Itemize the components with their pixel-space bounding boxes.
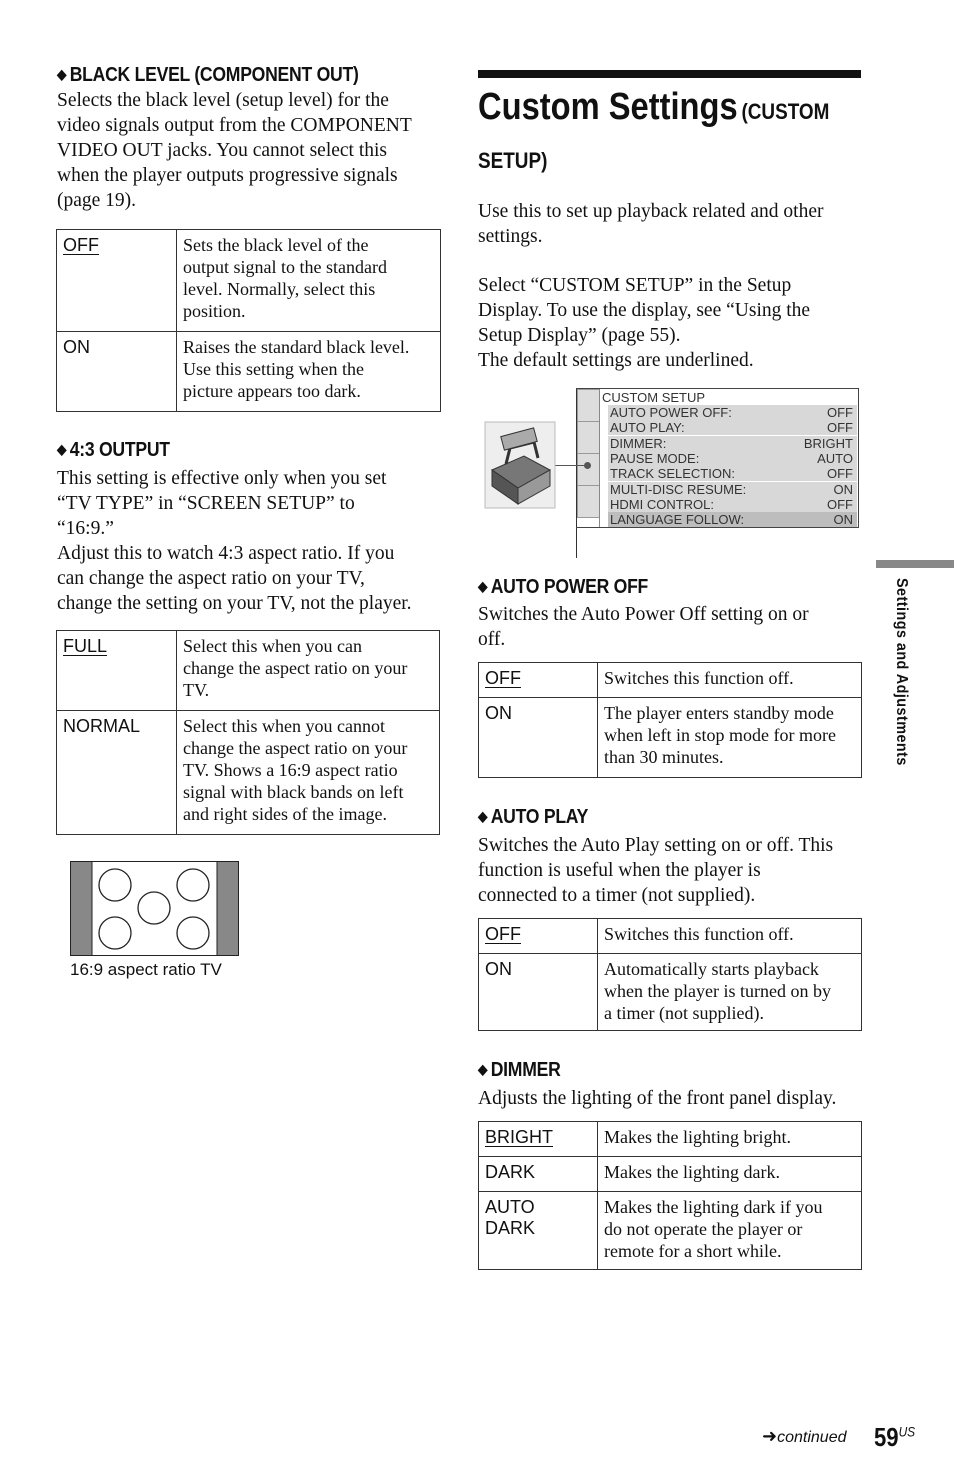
side-tab-label: Settings and Adjustments — [893, 578, 910, 766]
dimmer-description: Adjusts the lighting of the front panel display. — [478, 1088, 837, 1109]
option-description: The player enters standby mode when left in stop mode for more than 30 minutes. — [598, 698, 862, 778]
osd-pointer-dot — [584, 462, 591, 469]
option-description: Makes the lighting dark. — [598, 1157, 862, 1192]
output-43-table — [56, 630, 440, 835]
auto-power-off-description: Switches the Auto Power Off setting on or off. — [478, 604, 809, 650]
toolbox-icon — [484, 418, 556, 510]
option-description: Sets the black level of the output signal to the standard level. Normally, select this position. — [177, 230, 441, 332]
option-key: ON — [479, 954, 598, 1031]
osd-item-selected[interactable]: LANGUAGE FOLLOW: ON — [608, 512, 857, 527]
page-number: $59^{US}$ — [874, 1422, 916, 1452]
option-key: OFF — [479, 663, 598, 698]
diamond-bullet-icon: ◆ — [478, 578, 488, 594]
option-description: Switches this function off. — [598, 663, 862, 698]
dimmer-table — [478, 1121, 862, 1270]
side-tab-bar — [876, 560, 954, 568]
aspect-ratio-tv-illustration — [70, 861, 240, 957]
osd-item[interactable]: HDMI CONTROL: OFF — [608, 497, 857, 512]
option-key: ON — [57, 332, 177, 412]
osd-item[interactable]: MULTI-DISC RESUME: ON — [608, 482, 857, 497]
option-description: Makes the lighting bright. — [598, 1122, 862, 1157]
osd-sidebar — [577, 389, 599, 527]
black-level-description: Selects the black level (setup level) for the video signals output from the COMPONENT VIDEO OUT jacks. You cannot select this when the player outputs progressive signals (page 19). — [57, 90, 412, 211]
auto-power-off-table — [478, 662, 862, 778]
option-key: NORMAL — [57, 711, 177, 835]
black-level-heading: ◆ BLACK LEVEL (COMPONENT OUT) — [57, 64, 359, 86]
auto-play-heading: ◆ AUTO PLAY — [478, 806, 589, 828]
auto-power-off-heading: ◆ AUTO POWER OFF — [478, 576, 649, 598]
page-title: Custom Settings (CUSTOM SETUP) — [478, 86, 830, 173]
intro-text: Use this to set up playback related and other settings. — [478, 201, 824, 247]
continued-note: ➜continued — [762, 1426, 847, 1446]
title-rule — [478, 70, 861, 78]
osd-item[interactable]: TRACK SELECTION: OFF — [608, 466, 857, 481]
option-description: Select this when you can change the aspect ratio on your TV. — [177, 631, 440, 711]
auto-play-table — [478, 918, 862, 1031]
dimmer-heading: ◆ DIMMER — [478, 1059, 561, 1081]
option-key: OFF — [57, 230, 177, 332]
osd-item[interactable]: PAUSE MODE: AUTO — [608, 451, 857, 466]
intro-text-2: Select “CUSTOM SETUP” in the Setup Display. To use the display, see “Using the Setup Display” (page 55). The default settings are underlined. — [478, 275, 811, 371]
option-key: ON — [479, 698, 598, 778]
option-description: Select this when you cannot change the aspect ratio on your TV. Shows a 16:9 aspect ratio signal with black bands on left and right sides of the image. — [177, 711, 440, 835]
output-43-description: This setting is effective only when you set “TV TYPE” in “SCREEN SETUP” to “16:9.” Adjust this to watch 4:3 aspect ratio. If you can change the aspect ratio on your TV, change the setting on your TV, not the player. — [57, 468, 412, 614]
arrow-right-icon: ➜ — [762, 1426, 778, 1446]
black-level-table — [56, 229, 441, 412]
option-key: BRIGHT — [479, 1122, 598, 1157]
osd-item[interactable]: DIMMER: BRIGHT — [608, 436, 857, 451]
option-description: Automatically starts playback when the player is turned on by a timer (not supplied). — [598, 954, 862, 1031]
option-key: AUTO DARK — [479, 1192, 598, 1270]
option-description: Switches this function off. — [598, 919, 862, 954]
option-key: FULL — [57, 631, 177, 711]
option-description: Raises the standard black level. Use this setting when the picture appears too dark. — [177, 332, 441, 412]
illustration-caption: 16:9 aspect ratio TV — [70, 960, 222, 979]
osd-header: CUSTOM SETUP — [602, 390, 706, 405]
option-description: Makes the lighting dark if you do not operate the player or remote for a short while. — [598, 1192, 862, 1270]
diamond-bullet-icon: ◆ — [57, 441, 67, 457]
option-key: DARK — [479, 1157, 598, 1192]
diamond-bullet-icon: ◆ — [478, 808, 488, 824]
diamond-bullet-icon: ◆ — [478, 1061, 488, 1077]
option-key: OFF — [479, 919, 598, 954]
osd-item[interactable]: AUTO PLAY: OFF — [608, 420, 857, 435]
diamond-bullet-icon: ◆ — [57, 66, 67, 82]
auto-play-description: Switches the Auto Play setting on or off. This function is useful when the player is connected to a timer (not supplied). — [478, 835, 834, 906]
output-43-heading: ◆ 4:3 OUTPUT — [57, 439, 170, 461]
osd-item[interactable]: AUTO POWER OFF: OFF — [608, 405, 857, 420]
